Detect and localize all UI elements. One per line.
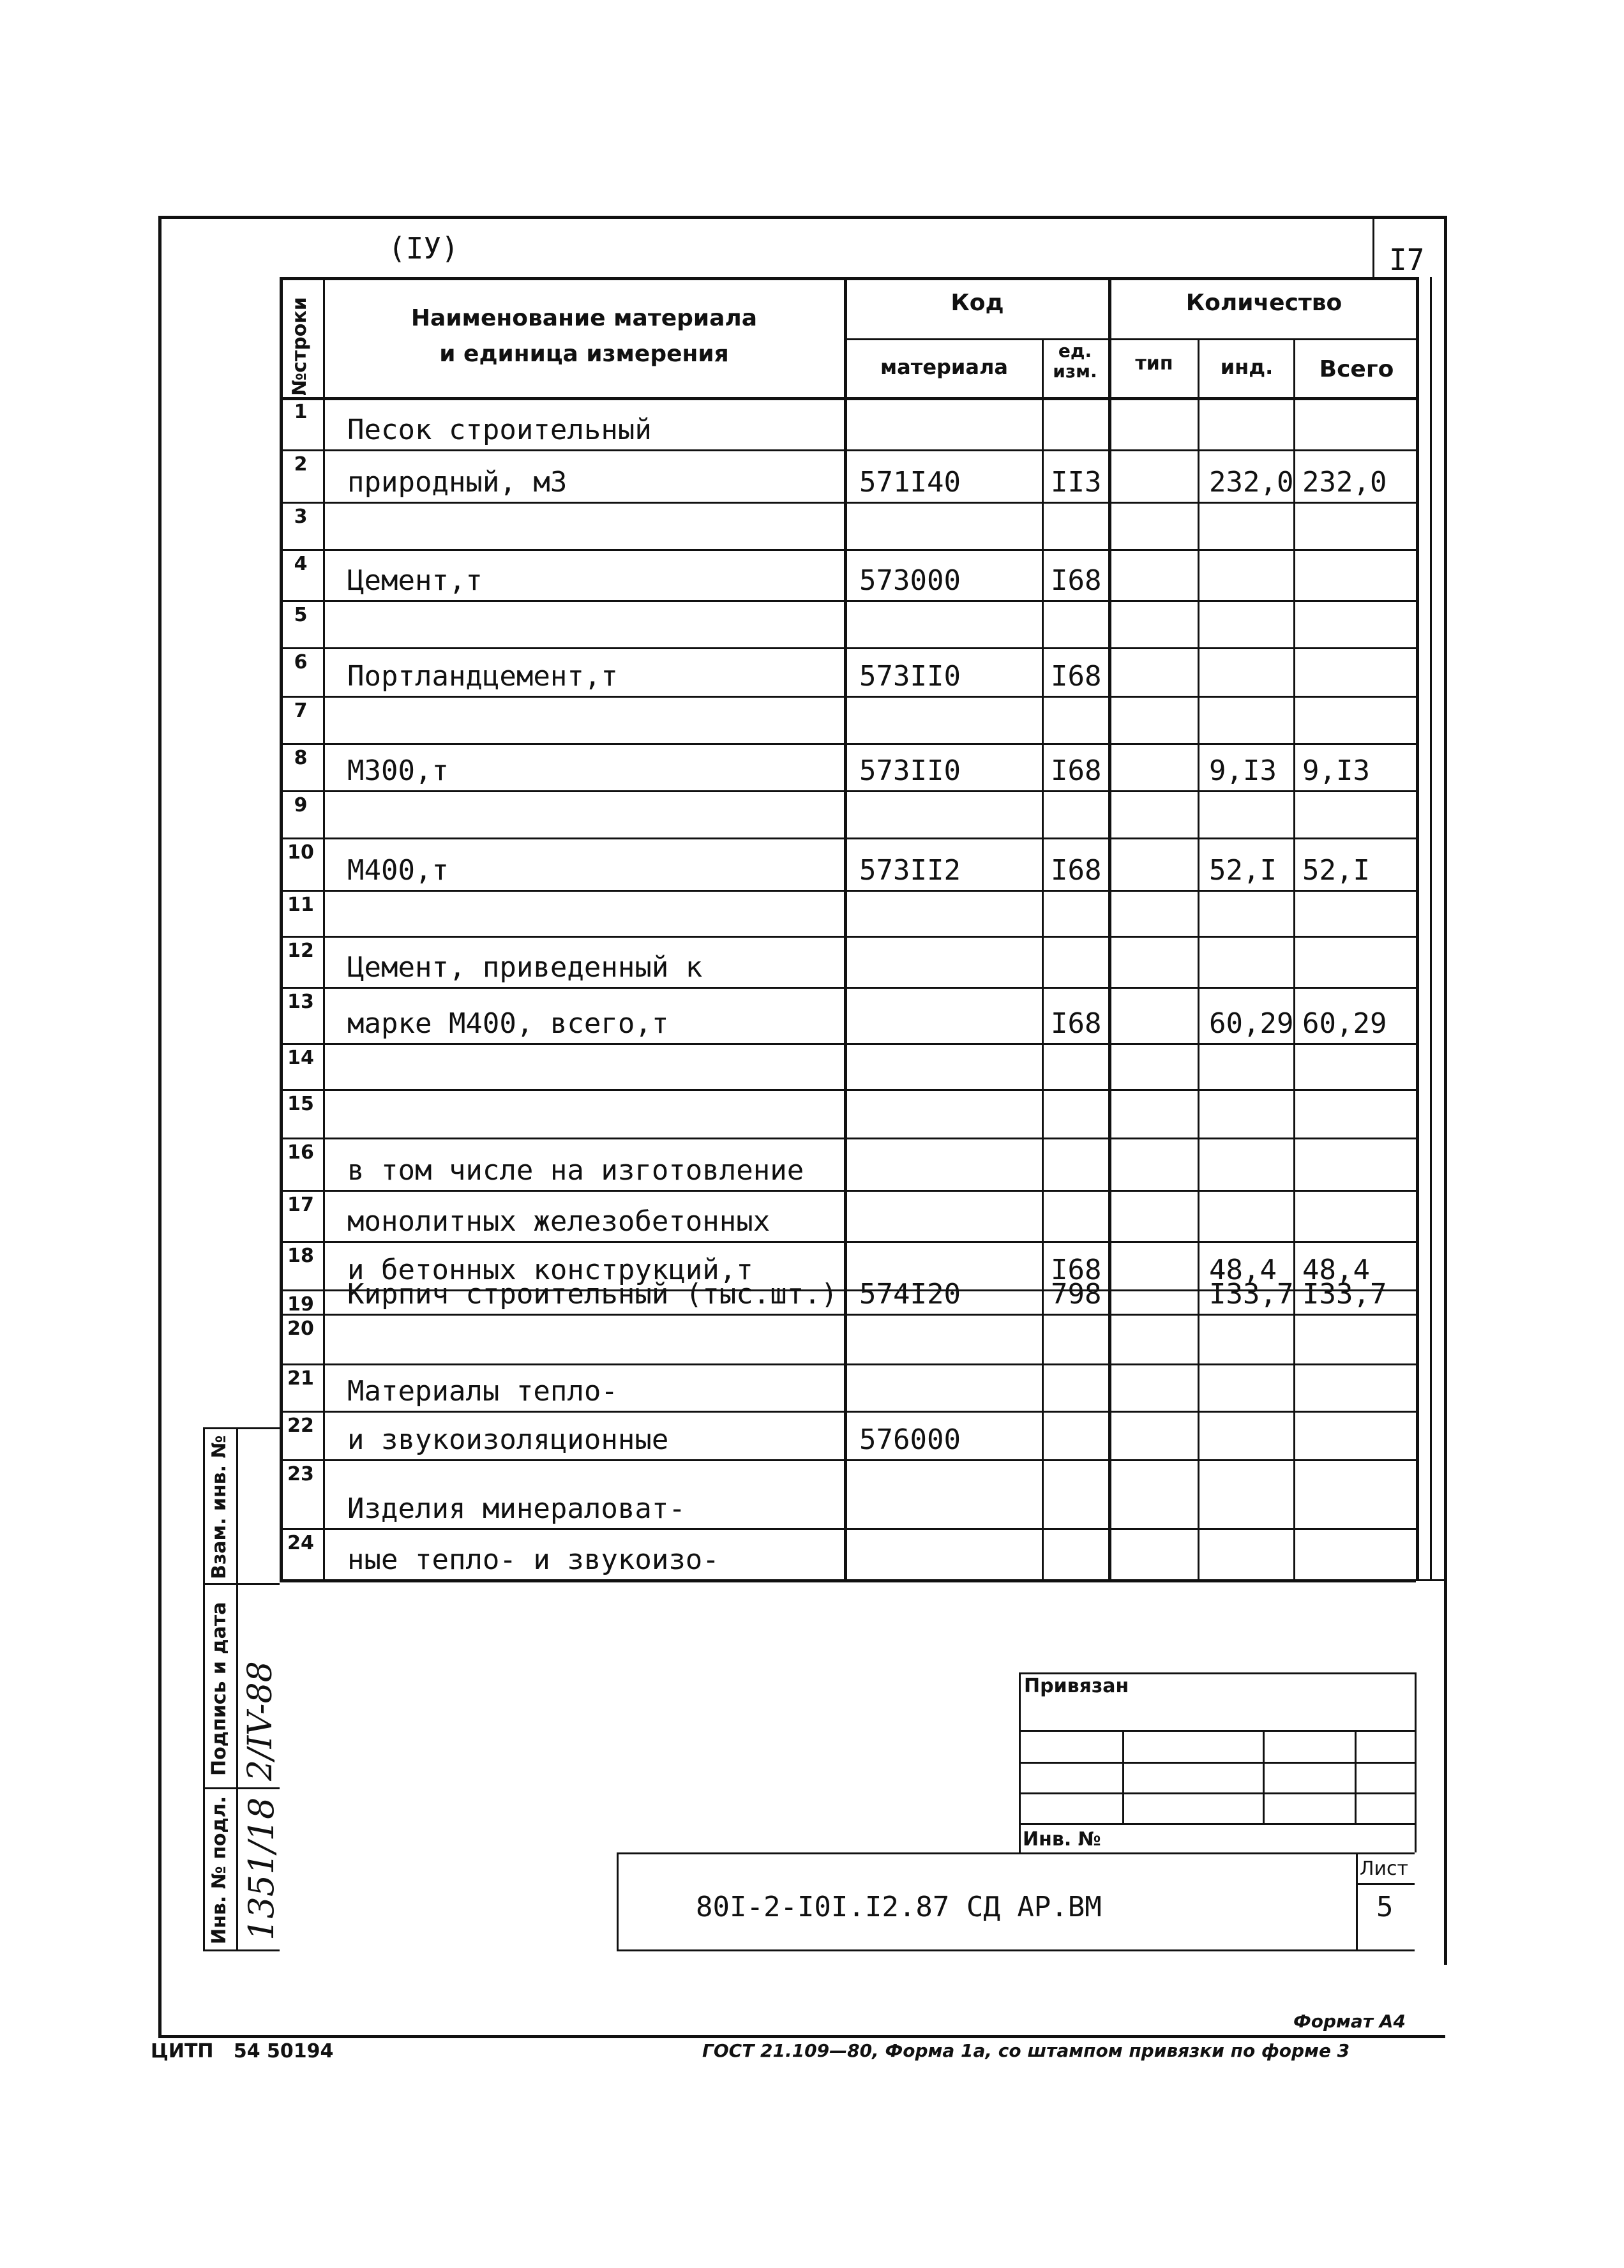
- row-line: [280, 1089, 1416, 1091]
- qty-total: 9,I3: [1302, 755, 1370, 787]
- material-name: Песок строительный: [347, 414, 652, 446]
- row-line: [280, 987, 1416, 989]
- corner-box-left: [1372, 216, 1374, 280]
- row-number: 9: [294, 794, 308, 816]
- col-header-code-unit: ед. изм.: [1053, 340, 1097, 382]
- privyazan-row4: [1019, 1823, 1415, 1825]
- row-line: [280, 837, 1416, 839]
- row-line: [280, 1190, 1416, 1192]
- material-name: и звукоизоляционные: [347, 1423, 669, 1456]
- unit-code: I68: [1051, 1007, 1102, 1040]
- col-header-qty: Количество: [1185, 290, 1342, 316]
- material-name: Портландцемент,т: [347, 660, 618, 693]
- row-number: 11: [287, 894, 314, 916]
- stamp-div-2: [203, 1787, 280, 1789]
- row-line: [280, 600, 1416, 602]
- row-line: [280, 1363, 1416, 1365]
- stamp-left-line: [203, 1427, 205, 1951]
- row-number: 4: [294, 553, 308, 575]
- title-top: [280, 1579, 1445, 1581]
- row-number: 24: [287, 1532, 314, 1554]
- privyazan-col2: [1263, 1730, 1265, 1823]
- footer-gost: ГОСТ 21.109—80, Форма 1а, со штампом привязки по форме 3: [702, 2040, 1350, 2061]
- row-number: 7: [294, 700, 308, 722]
- stamp-div-1: [203, 1583, 280, 1585]
- unit-code: I68: [1051, 564, 1102, 597]
- row-line: [280, 647, 1416, 649]
- col-header-rownum: №строки: [289, 297, 311, 396]
- document-designation: 80I-2-I0I.I2.87 СД АР.ВМ: [696, 1891, 1102, 1923]
- table-top-border: [280, 277, 1416, 280]
- material-name: природный, м3: [347, 466, 568, 499]
- col-header-code: Код: [951, 290, 1004, 316]
- stamp-podpis-label: Подпись и дата: [208, 1602, 230, 1776]
- material-code: 574I20: [859, 1278, 961, 1310]
- list-divider: [1356, 1883, 1415, 1885]
- page-corner-number: I7: [1389, 243, 1425, 277]
- privyazan-col3: [1355, 1730, 1357, 1823]
- material-name: М400,т: [347, 854, 449, 887]
- row-line: [280, 1528, 1416, 1530]
- row-line: [280, 1241, 1416, 1243]
- row-number: 18: [287, 1245, 314, 1267]
- col-header-qty-type: тип: [1135, 352, 1173, 375]
- row-number: 13: [287, 991, 314, 1013]
- qty-total: 232,0: [1302, 466, 1387, 499]
- row-number: 1: [294, 401, 308, 423]
- col-header-qty-total: Всего: [1319, 356, 1394, 382]
- handwritten-inv: 1351/18: [241, 1797, 282, 1941]
- header-mid-line: [844, 338, 1416, 340]
- col-header-qty-ind: инд.: [1220, 355, 1274, 379]
- col-line: [844, 277, 847, 1579]
- inv-no-label: Инв. №: [1023, 1828, 1101, 1851]
- col-line: [323, 277, 325, 1579]
- stamp-top-line: [203, 1427, 280, 1429]
- row-line: [280, 1138, 1416, 1139]
- col-header-name-line1: Наименование материала: [410, 305, 758, 331]
- row-number: 21: [287, 1367, 314, 1390]
- material-code: 576000: [859, 1423, 961, 1456]
- row-number: 6: [294, 651, 308, 673]
- frame-bottom: [158, 2035, 1445, 2038]
- qty-individual: 48,4: [1209, 1254, 1277, 1286]
- qty-total: 48,4: [1302, 1254, 1370, 1286]
- unit-code: I68: [1051, 755, 1102, 787]
- unit-code: I68: [1051, 660, 1102, 693]
- row-line: [280, 1043, 1416, 1045]
- row-number: 3: [294, 506, 308, 528]
- material-name: марке М400, всего,т: [347, 1007, 669, 1040]
- material-code: 573II0: [859, 660, 961, 693]
- col-line: [1198, 338, 1199, 1579]
- designation-top: [617, 1852, 1415, 1854]
- row-number: 12: [287, 940, 314, 962]
- row-number: 15: [287, 1093, 314, 1115]
- qty-individual: 52,I: [1209, 854, 1277, 887]
- material-name: и бетонных конструкций,т: [347, 1254, 753, 1286]
- row-line: [280, 449, 1416, 451]
- unit-code: I68: [1051, 1254, 1102, 1286]
- material-code: 573000: [859, 564, 961, 597]
- qty-individual: 9,I3: [1209, 755, 1277, 787]
- material-name: Материалы тепло-: [347, 1375, 618, 1408]
- format-label: Формат А4: [1293, 2011, 1406, 2032]
- row-line: [280, 790, 1416, 792]
- frame-left: [158, 216, 162, 2036]
- material-name: монолитных железобетонных: [347, 1205, 771, 1238]
- privyazan-top: [1019, 1672, 1415, 1674]
- row-line: [280, 502, 1416, 504]
- row-number: 14: [287, 1047, 314, 1069]
- material-name: Цемент,т: [347, 564, 483, 597]
- list-number: 5: [1376, 1891, 1394, 1923]
- row-line: [280, 696, 1416, 698]
- qty-individual: 232,0: [1209, 466, 1294, 499]
- qty-individual: I33,7: [1209, 1278, 1294, 1310]
- material-name: Цемент, приведенный к: [347, 951, 703, 984]
- material-name: М300,т: [347, 755, 449, 787]
- qty-total: I33,7: [1302, 1278, 1387, 1310]
- row-line: [280, 549, 1416, 551]
- row-line: [280, 1314, 1416, 1316]
- material-name: в том числе на изготовление: [347, 1154, 804, 1187]
- col-line: [1416, 277, 1419, 1579]
- material-code: 571I40: [859, 466, 961, 499]
- material-code: 573II2: [859, 854, 961, 887]
- unit-code: 798: [1051, 1278, 1102, 1310]
- row-number: 16: [287, 1141, 314, 1164]
- row-number: 8: [294, 747, 308, 769]
- material-name: Кирпич строительный (тыс.шт.): [347, 1278, 838, 1310]
- row-number: 22: [287, 1415, 314, 1437]
- header-bottom-border: [280, 397, 1416, 400]
- row-number: 2: [294, 453, 308, 476]
- material-code: 573II0: [859, 755, 961, 787]
- unit-code: I68: [1051, 854, 1102, 887]
- row-line: [280, 743, 1416, 745]
- col-line: [1293, 338, 1295, 1579]
- qty-total: 52,I: [1302, 854, 1370, 887]
- handwritten-sign: 2/IV-88: [241, 1661, 280, 1781]
- privyazan-label: Привязан: [1024, 1675, 1129, 1697]
- col-line: [1108, 277, 1111, 1579]
- material-name: Изделия минераловат-: [347, 1492, 686, 1525]
- row-line: [280, 936, 1416, 938]
- frame-right: [1444, 216, 1447, 1965]
- material-name: ные тепло- и звукоизо-: [347, 1543, 719, 1576]
- table-right-outer: [1430, 277, 1432, 1579]
- row-number: 23: [287, 1463, 314, 1485]
- row-line: [280, 1459, 1416, 1461]
- section-number: (IУ): [388, 231, 459, 266]
- col-header-name-line2: и единица измерения: [439, 341, 729, 367]
- col-header-code-material: материала: [880, 355, 1008, 379]
- frame-top: [158, 216, 1445, 219]
- stamp-mid-line: [236, 1427, 238, 1951]
- unit-code: II3: [1051, 466, 1102, 499]
- row-number: 20: [287, 1318, 314, 1340]
- stamp-inv-label: Инв. № подл.: [208, 1796, 230, 1944]
- designation-bottom: [617, 1949, 1415, 1951]
- row-number: 17: [287, 1194, 314, 1216]
- qty-total: 60,29: [1302, 1007, 1387, 1040]
- qty-individual: 60,29: [1209, 1007, 1294, 1040]
- stamp-bottom-line: [203, 1949, 280, 1951]
- row-line: [280, 1411, 1416, 1413]
- col-line: [1042, 338, 1044, 1579]
- privyazan-col1: [1122, 1730, 1124, 1823]
- row-number: 5: [294, 604, 308, 626]
- list-label: Лист: [1360, 1858, 1409, 1880]
- row-number: 10: [287, 841, 314, 864]
- designation-left: [617, 1852, 619, 1949]
- row-number: 19: [287, 1293, 314, 1316]
- stamp-vzam-label: Взам. инв. №: [208, 1435, 230, 1579]
- privyazan-right: [1415, 1672, 1417, 1852]
- footer-left: ЦИТП 54 50194: [151, 2040, 334, 2062]
- list-left: [1356, 1852, 1358, 1949]
- row-line: [280, 890, 1416, 892]
